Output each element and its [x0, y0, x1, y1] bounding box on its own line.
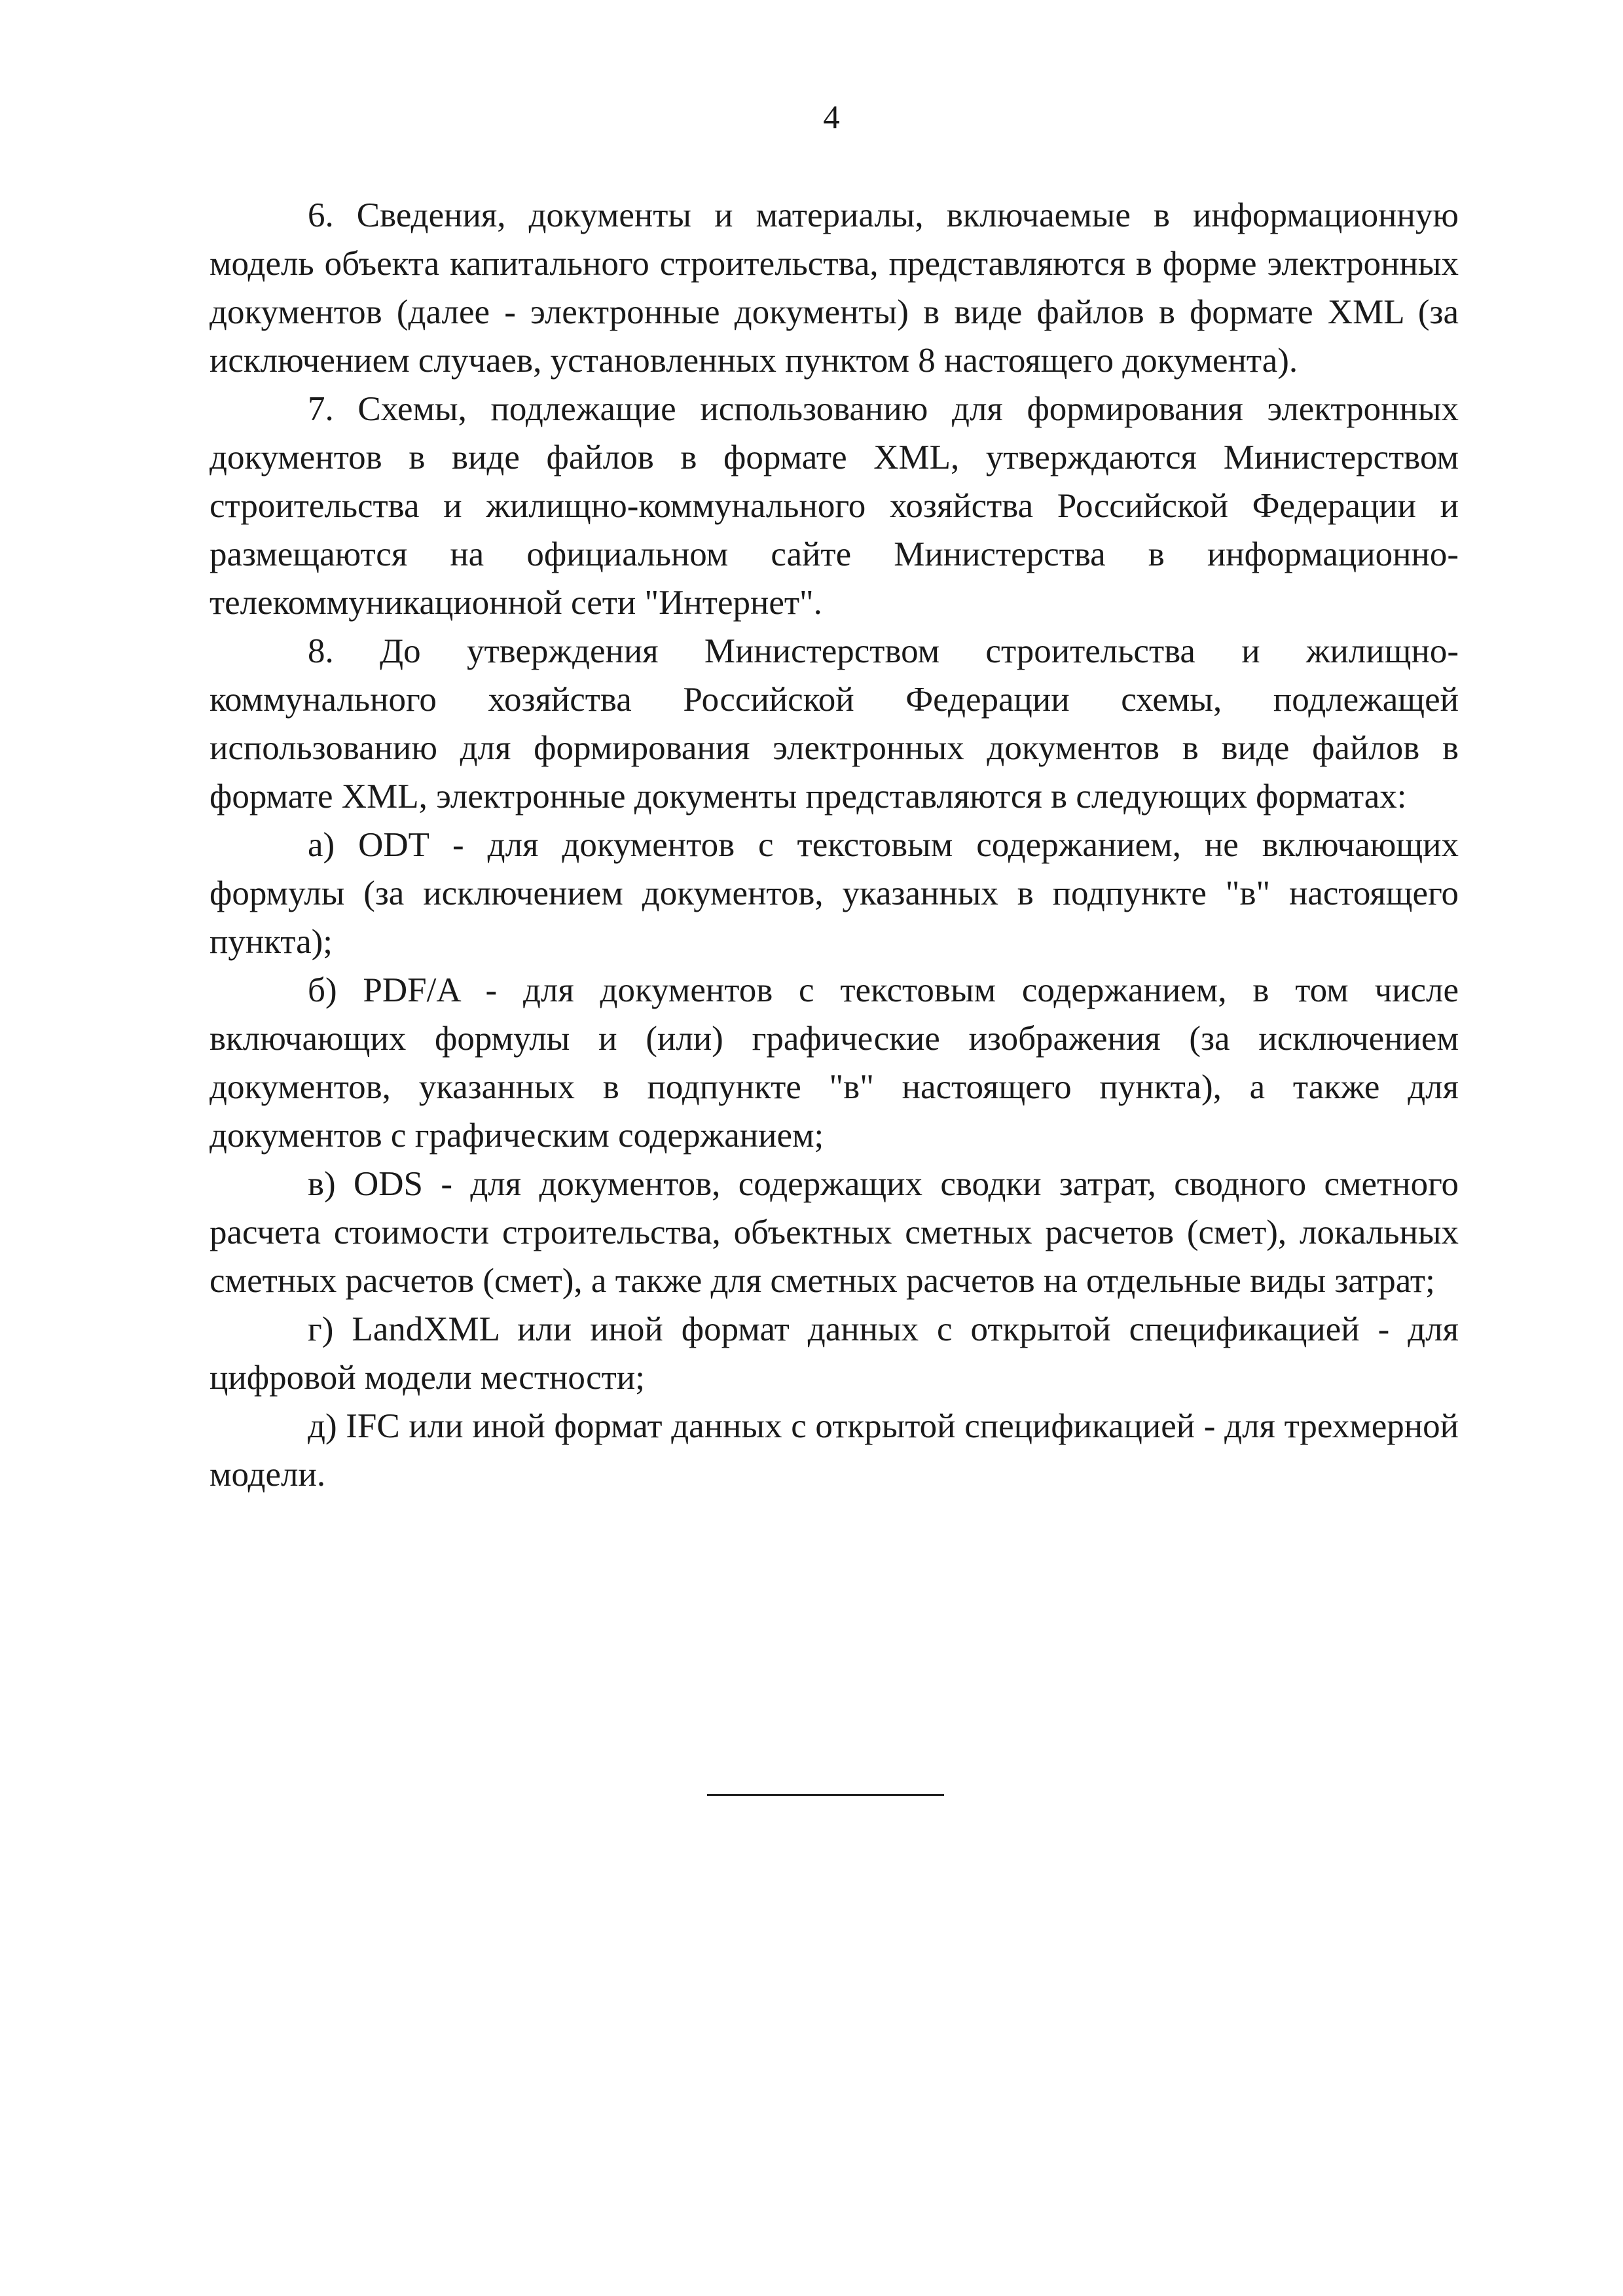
- document-body: [210, 191, 1459, 1499]
- subparagraph-v: в) ODS - для документов, содержащих сводки затрат, сводного сметного расчета стоимости строительства, объектных сметных расчетов (смет), локальных сметных расчетов (смет), а также для сметных расчетов на отдельные виды затрат;: [210, 1165, 1459, 1300]
- page-number: 4: [823, 99, 840, 136]
- subparagraph-g: г) LandXML или иной формат данных с открытой спецификацией - для цифровой модели местности;: [210, 1310, 1459, 1397]
- subparagraph-a: а) ODT - для документов с текстовым содержанием, не включающих формулы (за исключением документов, указанных в подпункте "в" настоящего пункта);: [210, 826, 1459, 961]
- paragraph-item-6: 6. Сведения, документы и материалы, включаемые в информационную модель объекта капитального строительства, представляются в форме электронных документов (далее - электронные документы) в виде файлов в формате XML (за исключением случаев, установленных пунктом 8 настоящего документа).: [210, 196, 1459, 380]
- end-divider: [707, 1794, 944, 1796]
- paragraph-item-7: 7. Схемы, подлежащие использованию для формирования электронных документов в виде файлов в формате XML, утверждаются Министерством строительства и жилищно-коммунального хозяйства Российской Федерации и размещаются на официальном сайте Министерства в информационно-телекоммуникационной сети "Интернет".: [210, 390, 1459, 622]
- subparagraph-d: д) IFC или иной формат данных с открытой спецификацией - для трехмерной модели.: [210, 1407, 1459, 1494]
- subparagraph-b: б) PDF/A - для документов с текстовым содержанием, в том числе включающих формулы и (или) графические изображения (за исключением документов, указанных в подпункте "в" настоящего пункта), а также для документов с графическим содержанием;: [210, 971, 1459, 1155]
- paragraph-item-8: 8. До утверждения Министерством строительства и жилищно-коммунального хозяйства Российской Федерации схемы, подлежащей использованию для формирования электронных документов в виде файлов в формате XML, электронные документы представляются в следующих форматах:: [210, 632, 1459, 816]
